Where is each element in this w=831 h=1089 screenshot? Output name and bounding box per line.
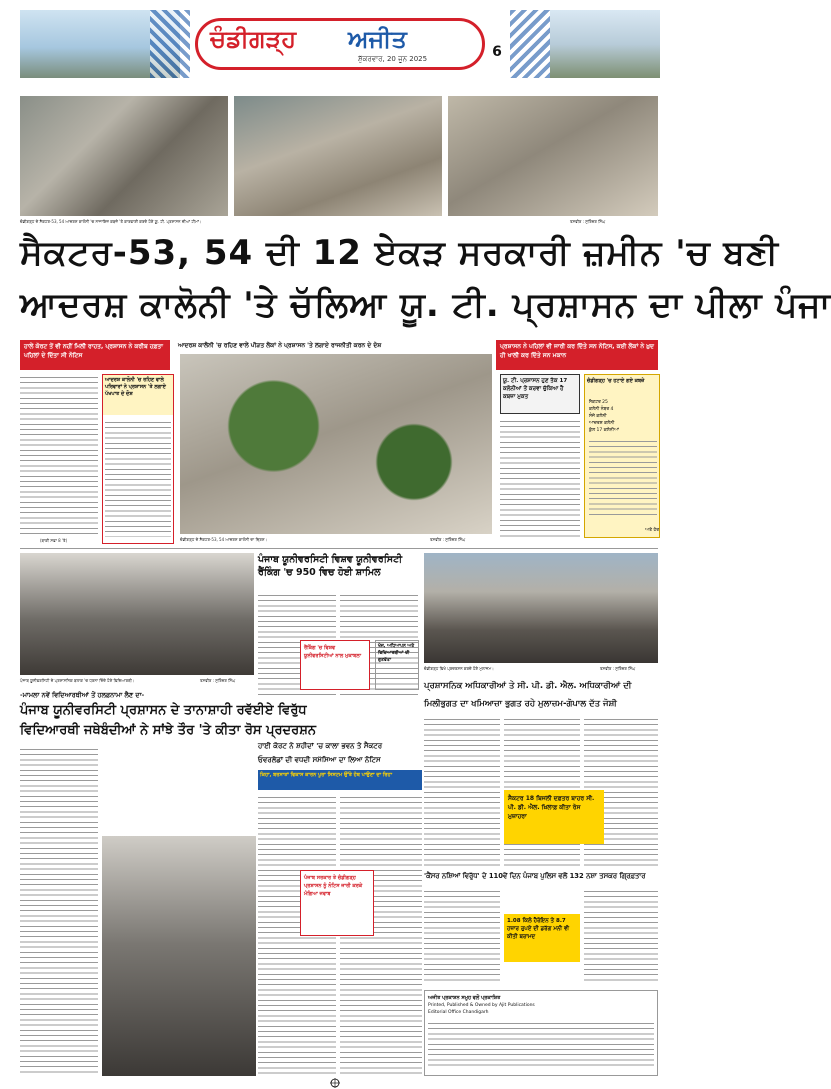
top-photo-3 — [448, 96, 658, 216]
right-story-list-item: ਕੁੱਲ 17 ਕਲੋਨੀਆਂ — [589, 428, 619, 433]
left-story-body — [20, 374, 98, 534]
top-photo-credit: ਤਸਵੀਰ : ਸੁਰਿੰਦਰ ਸਿੰਘ — [570, 219, 606, 224]
right-story-box-list — [589, 399, 657, 529]
court-headline-1: ਹਾਈ ਕੋਰਟ ਨੇ ਸ਼ਹੀਦਾਂ 'ਚ ਕਾਲਾ ਭਵਨ ਤੇ ਸੈਕਟਰ — [258, 742, 383, 750]
protest-photo-top — [20, 553, 254, 675]
right-story-kicker: ਪ੍ਰਸ਼ਾਸਨ ਨੇ ਪਹਿਲਾਂ ਵੀ ਜਾਰੀ ਕਰ ਦਿੱਤੇ ਸਨ ਨੋਟਿਸ, ਕਈ ਲੋਕਾਂ ਨੇ ਖ਼ੁਦ ਹੀ ਖਾਲੀ ਕਰ ਦਿੱਤੇ ਸਨ ਮਕਾਨ — [496, 340, 658, 370]
employees-photo-credit: ਤਸਵੀਰ : ਸੁਰਿੰਦਰ ਸਿੰਘ — [600, 666, 636, 671]
employees-photo-caption: ਚੰਡੀਗੜ੍ਹ ਵਿਖੇ ਪ੍ਰਦਰਸ਼ਨ ਕਰਦੇ ਹੋਏ ਮੁਲਾਜ਼ਮ। — [424, 666, 494, 671]
cancer-headline: 'ਕੈਂਸਰ ਨਸ਼ਿਆਂ ਵਿਰੁੱਧ' ਦੇ 110ਵੇਂ ਦਿਨ ਪੰਜਾਬ ਪੁਲਿਸ ਵਲੋਂ 132 ਨਸ਼ਾ ਤਸਕਰ ਗ੍ਰਿਫ਼ਤਾਰ — [424, 872, 646, 880]
masthead-right-pattern — [510, 10, 550, 78]
main-headline-line2: ਆਦਰਸ਼ ਕਾਲੋਨੀ 'ਤੇ ਚੱਲਿਆ ਯੂ. ਟੀ. ਪ੍ਰਸ਼ਾਸਨ ਦਾ ਪੀਲਾ ਪੰਜਾ — [20, 285, 831, 325]
right-story-body — [500, 418, 580, 538]
left-story-kicker: ਹਾਲੇ ਕੋਰਟ ਤੋਂ ਵੀ ਨਹੀਂ ਮਿਲੀ ਰਾਹਤ, ਪ੍ਰਸ਼ਾਸਨ ਨੇ ਕਰੀਬ ਹਫ਼ਤਾ ਪਹਿਲਾਂ ਦੇ ਦਿੱਤਾ ਸੀ ਨੋਟਿਸ — [20, 340, 170, 370]
protest-photo-bottom — [102, 836, 256, 1076]
imprint-line-3: Editorial Office Chandigarh — [428, 1010, 489, 1015]
protest-photo-top-credit: ਤਸਵੀਰ : ਸੁਰਿੰਦਰ ਸਿੰਘ — [200, 678, 236, 683]
employees-headline-1: ਪ੍ਰਸ਼ਾਸਨਿਕ ਅਧਿਕਾਰੀਆਂ ਤੇ ਸੀ. ਪੀ. ਡੀ. ਐਲ. ਅਧਿਕਾਰੀਆਂ ਦੀ — [424, 681, 632, 691]
left-story-sidebar-body — [105, 419, 171, 537]
masthead-right-image — [550, 10, 660, 78]
pu-ranking-pullquote: ਰੈਂਕਿੰਗ 'ਚ ਵਿਸ਼ਵ ਯੂਨੀਵਰਸਿਟੀਆਂ ਨਾਲ ਮੁਕਾਬਲਾ — [300, 640, 370, 690]
masthead-date: ਸ਼ੁੱਕਰਵਾਰ, 20 ਜੂਨ 2025 — [358, 55, 428, 63]
masthead-left-pattern — [150, 10, 190, 78]
page-number: 6 — [492, 44, 502, 60]
left-story-sidebar-title: ਆਦਰਸ਼ ਕਾਲੋਨੀ 'ਚ ਰਹਿਣ ਵਾਲੇ ਪਰਿਵਾਰਾਂ ਨੇ ਪ੍ਰਸ਼ਾਸਨ 'ਤੇ ਲਗਾਏ ਪੱਖਪਾਤ ਦੇ ਦੋਸ਼ — [103, 375, 173, 415]
left-story-continued: (ਬਾਕੀ ਸਫ਼ਾ 8 'ਤੇ) — [40, 538, 68, 543]
cancer-body-1 — [424, 888, 500, 984]
imprint-line-1: ਅਜੀਤ ਪ੍ਰਕਾਸ਼ਨ ਸਮੂਹ ਵਲੋਂ ਪ੍ਰਕਾਸ਼ਿਤ — [428, 995, 501, 1001]
employees-box: ਸੈਕਟਰ 18 ਬਿਜਲੀ ਦਫ਼ਤਰ ਬਾਹਰ ਸੀ. ਪੀ. ਡੀ. ਐਲ. ਖ਼ਿਲਾਫ਼ ਕੀਤਾ ਰੋਸ ਮੁਜ਼ਾਹਰਾ — [504, 790, 604, 844]
cancer-box: 1.08 ਕਿਲੋ ਹੈਰੋਇਨ ਤੇ 8.7 ਹਜ਼ਾਰ ਰੁਪਏ ਦੀ ਡਰੱਗ ਮਨੀ ਵੀ ਕੀਤੀ ਬਰਾਮਦ — [504, 914, 580, 962]
imprint-filler — [428, 1020, 654, 1066]
imprint — [424, 990, 658, 1076]
registration-mark-icon — [330, 1078, 340, 1088]
pu-ranking-sidebox: ਖੋਜ, ਅਧਿਆਪਨ ਅਤੇ ਵਿਦਿਆਰਥੀਆਂ ਦੀ ਗੁਣਵੱਤਾ — [375, 640, 419, 690]
court-banner — [258, 770, 422, 790]
brand-logo — [195, 18, 485, 70]
right-story-list-item: ਸੰਜੇ ਕਲੋਨੀ — [589, 414, 607, 419]
right-story-list-item: ਸੈਕਟਰ 25 — [589, 400, 608, 405]
imprint-line-2: Printed, Published & Owned by Ajit Publications — [428, 1003, 535, 1008]
right-story-subhead: ਯੂ. ਟੀ. ਪ੍ਰਸ਼ਾਸਨ ਹੁਣ ਤੱਕ 17 ਕਲੋਨੀਆਂ ਤੋਂ ਕਰਵਾ ਚੁੱਕਿਆ ਹੈ ਕਬਜ਼ਾ ਮੁਕਤ — [500, 374, 580, 414]
center-photo-credit: ਤਸਵੀਰ : ਸੁਰਿੰਦਰ ਸਿੰਘ — [430, 537, 466, 542]
protest-headline-1: ਪੰਜਾਬ ਯੂਨੀਵਰਸਿਟੀ ਪ੍ਰਸ਼ਾਸਨ ਦੇ ਤਾਨਾਸ਼ਾਹੀ ਰਵੱਈਏ ਵਿਰੁੱਧ — [20, 703, 307, 718]
protest-photo-top-caption: ਪੰਜਾਬ ਯੂਨੀਵਰਸਿਟੀ ਦੇ ਪ੍ਰਸ਼ਾਸਨਿਕ ਬਲਾਕ 'ਚ ਧਰਨਾ ਦਿੰਦੇ ਹੋਏ ਵਿਦਿਆਰਥੀ। — [20, 678, 135, 683]
pu-ranking-headline: ਪੰਜਾਬ ਯੂਨੀਵਰਸਿਟੀ ਵਿਸ਼ਵ ਯੂਨੀਵਰਸਿਟੀ ਰੈਂਕਿੰਗ 'ਚ 950 ਵਿਚ ਹੋਈ ਸ਼ਾਮਿਲ — [258, 554, 403, 578]
cancer-body-2 — [584, 888, 658, 984]
protest-body — [20, 746, 98, 1076]
right-story-box-footer: ਅਤੇ ਹੋਰ — [645, 528, 659, 533]
center-photo — [180, 354, 492, 534]
center-photo-header: ਆਦਰਸ਼ ਕਾਲੋਨੀ 'ਚ ਰਹਿਣ ਵਾਲੇ ਪੀੜਤ ਲੋਕਾਂ ਨੇ ਪ੍ਰਸ਼ਾਸਨ 'ਤੇ ਲਗਾਏ ਰਾਜਨੀਤੀ ਕਰਨ ਦੇ ਦੋਸ਼ — [178, 342, 382, 349]
employees-headline-2: ਮਿਲੀਭੁਗਤ ਦਾ ਖਮਿਆਜ਼ਾ ਭੁਗਤ ਰਹੇ ਮੁਲਾਜ਼ਮ-ਗੋਪਾਲ ਦੱਤ ਜੋਸ਼ੀ — [424, 699, 617, 709]
brand-right-text: ਅਜੀਤ — [348, 25, 407, 53]
employees-photo — [424, 553, 658, 663]
right-story-list-item: ਆਦਰਸ਼ ਕਲੋਨੀ — [589, 421, 615, 426]
left-story-sidebar — [102, 374, 174, 544]
right-story-box — [584, 374, 660, 538]
right-story-box-title: ਚੰਡੀਗੜ੍ਹ 'ਚ ਹਟਾਏ ਗਏ ਕਬਜ਼ੇ — [587, 378, 645, 384]
section-divider — [20, 548, 658, 549]
masthead — [0, 0, 677, 80]
court-banner-text: ਕਿਹਾ, ਬਰਸਾਤਾਂ ਵਿਕਾਸ ਕਾਰਨ ਪੂਰਾ ਸਿਸਟਮ ਉੱਤੇ ਹੱਥ ਪਾਉਣਾ ਦਾ ਰਿਹਾ — [260, 772, 393, 778]
right-story-list-filler — [589, 438, 657, 518]
center-photo-caption: ਚੰਡੀਗੜ੍ਹ ਦੇ ਸੈਕਟਰ-53, 54 ਆਦਰਸ਼ ਕਾਲੋਨੀ ਦਾ ਦ੍ਰਿਸ਼। — [180, 537, 268, 542]
protest-headline-2: ਵਿਦਿਆਰਥੀ ਜਥੇਬੰਦੀਆਂ ਨੇ ਸਾਂਝੇ ਤੌਰ 'ਤੇ ਕੀਤਾ ਰੋਸ ਪ੍ਰਦਰਸ਼ਨ — [20, 723, 316, 738]
protest-kicker: -ਮਾਮਲਾ ਨਵੇਂ ਵਿਦਿਆਰਥੀਆਂ ਤੋਂ ਹਲਫ਼ਨਾਮਾ ਲੈਣ ਦਾ- — [20, 691, 145, 699]
main-headline-line1: ਸੈਕਟਰ-53, 54 ਦੀ 12 ਏਕੜ ਸਰਕਾਰੀ ਜ਼ਮੀਨ 'ਚ ਬਣੀ — [20, 233, 779, 273]
top-photo-caption: ਚੰਡੀਗੜ੍ਹ ਦੇ ਸੈਕਟਰ-53, 54 ਆਦਰਸ਼ ਕਾਲੋਨੀ 'ਚ ਨਾਜਾਇਜ਼ ਕਬਜ਼ੇ 'ਤੇ ਕਾਰਵਾਈ ਕਰਦੇ ਹੋਏ ਯੂ. ਟੀ. ਪ੍ਰਸ਼ਾਸਨ ਦੀਆਂ ਟੀਮਾਂ। — [20, 219, 202, 224]
court-headline-2: ਓਵਰਲੋਡਾਂ ਦੀ ਵਧਦੀ ਸਮੱਸਿਆ ਦਾ ਲਿਆ ਨੋਟਿਸ — [258, 756, 381, 764]
top-photo-2 — [234, 96, 442, 216]
right-story-list-item: ਕਲੋਨੀ ਨੰਬਰ 4 — [589, 407, 614, 412]
brand-left-text: ਚੰਡੀਗੜ੍ਹ — [210, 25, 297, 53]
court-sidebox: ਪੰਜਾਬ ਸਰਕਾਰ ਤੇ ਚੰਡੀਗੜ੍ਹ ਪ੍ਰਸ਼ਾਸਨ ਨੂੰ ਨੋਟਿਸ ਜਾਰੀ ਕਰਕੇ ਮੰਗਿਆ ਜਵਾਬ — [300, 870, 374, 936]
top-photo-1 — [20, 96, 228, 216]
employees-body-1 — [424, 716, 500, 866]
